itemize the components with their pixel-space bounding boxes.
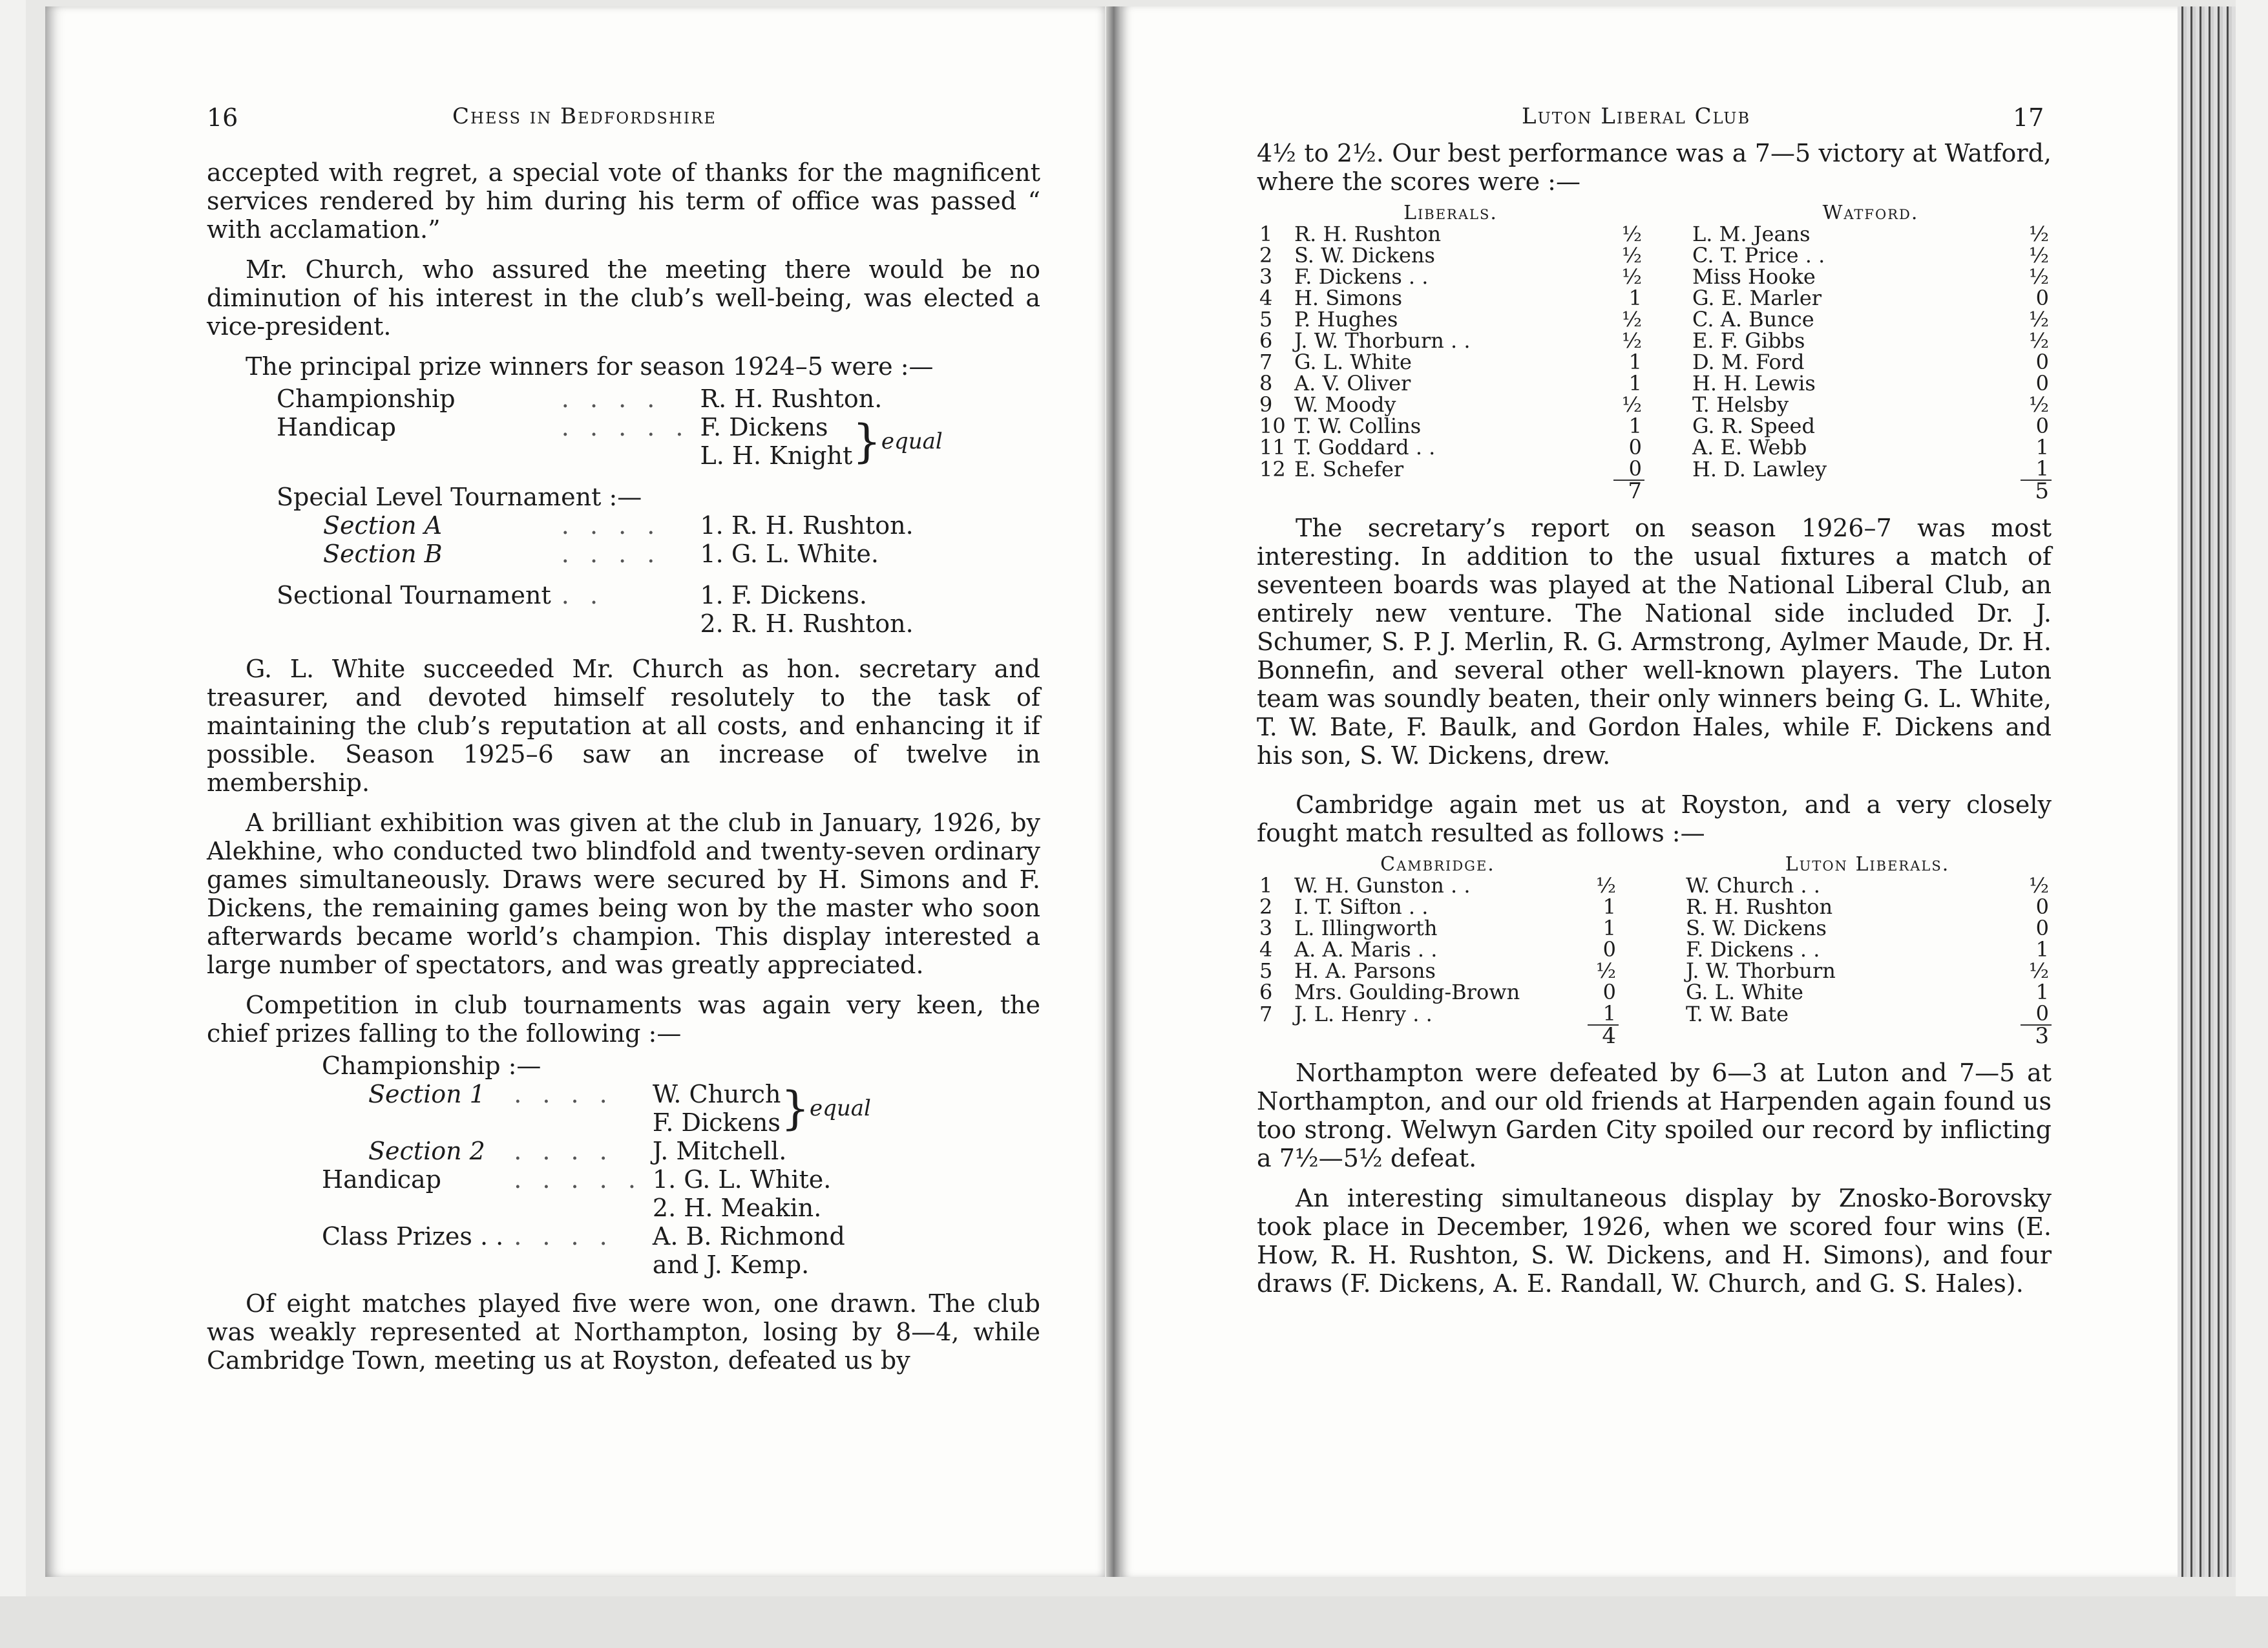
player-score: 0 [1602,980,1616,1004]
board-row [1257,394,1644,416]
player-score: ½ [2028,307,2049,332]
player-name: F. Dickens . . [1686,937,1820,962]
board-number: 6 [1259,328,1273,353]
equal-note: equal [809,1095,871,1121]
player-score: 1 [1628,286,1642,310]
player-name: D. M. Ford [1692,350,1805,374]
player-name: J. W. Thorburn [1686,958,1836,983]
board-row [1257,266,1644,288]
player-score: ½ [1621,222,1642,246]
board-number: 9 [1259,392,1273,417]
liberals-column [1257,202,1644,502]
brace-glyph: } [781,1082,810,1135]
prize-winner-group [647,1080,876,1137]
prize-winner: F. Dickens [652,1108,781,1137]
player-name: E. F. Gibbs [1692,328,1805,353]
prize-winner: L. H. Knight [700,441,853,470]
prize-label: Championship :— [322,1051,541,1080]
player-name: A. A. Maris . . [1294,937,1438,962]
board-row [1690,330,2052,352]
player-name: A. E. Webb [1692,435,1807,460]
player-score: 1 [1602,916,1616,940]
prize-label: Section 1 [368,1080,485,1108]
player-name: L. Illingworth [1294,916,1438,940]
right-para-4: Northampton were defeated by 6—3 at Luton and 7—5 at Northampton, and our old friends at Harpenden again found us too strong. Welwyn Garden City spoiled our record by inflicting a 7½—5½ defeat. [1257,1059,2052,1172]
left-para-3: The principal prize winners for season 1924–5 were :— [246,352,934,381]
board-row [1690,266,2052,288]
right-running-head: Luton Liberal Club [1522,103,1751,129]
prize-winner: A. B. Richmond [652,1222,845,1251]
prize-list-1924: Championship . . . . R. H. Rushton. Handicap . . . . . F. Dickens L. H. Knight } equal Special Level Tournament :— Section A . . . . 1. R. H. Rushton. Section B . . . . 1. G. L. White. Sectional Tournament . . 1. F. Dickens. 2. R. H. Rushton. [271,385,948,638]
player-score: 0 [2035,350,2049,374]
luton-liberals-column [1683,854,2052,1047]
left-page-number: 16 [207,103,238,132]
prize-label: Section B [323,540,443,568]
prize-winner-group [647,1222,876,1279]
board-row [1257,960,1619,982]
board-row [1257,982,1619,1003]
board-row [1690,416,2052,437]
watford-column [1690,202,2052,502]
prize-winner: 1. G. L. White. [652,1165,832,1194]
left-text-column [207,158,1040,1386]
board-row [1257,1003,1619,1025]
board-number: 7 [1259,1001,1273,1026]
left-running-head: Chess in Bedfordshire [452,103,717,129]
board-number: 2 [1259,894,1273,919]
board-number: 3 [1259,916,1273,940]
cambridge-column [1257,854,1619,1047]
board-number: 7 [1259,350,1273,374]
board-row [1257,352,1644,373]
board-row [1683,896,2052,918]
board-number: 3 [1259,264,1273,289]
player-name: W. H. Gunston . . [1294,873,1471,898]
player-score: ½ [1621,392,1642,417]
board-row [1257,875,1619,896]
board-row [1690,352,2052,373]
player-name: G. L. White [1294,350,1412,374]
right-para-5: An interesting simultaneous display by Znosko-Borovsky took place in December, 1926, when we scored four wins (E. How, R. H. Rushton, S. W. Dickens, and H. Simons), and four draws (F. Dickens, A. E. Randall, W. Church, and G. S. Hales). [1257,1184,2052,1298]
left-para-4: G. L. White succeeded Mr. Church as hon. secretary and treasurer, and devoted himself resolutely to the task of maintaining the club’s reputation at all costs, and enhancing it if possible. Season 1925–6 saw an increase of twelve in membership. [207,655,1040,797]
prize-winner: W. Church [652,1080,781,1108]
player-score: ½ [2028,392,2049,417]
player-name: I. T. Sifton . . [1294,894,1429,919]
player-score: 0 [2035,414,2049,438]
player-name: H. A. Parsons [1294,958,1436,983]
player-name: W. Moody [1294,392,1396,417]
board-row [1257,939,1619,960]
player-score: 1 [1602,894,1616,919]
player-score: 0 [2035,916,2049,940]
board-row [1690,437,2052,458]
player-score: ½ [1595,958,1616,983]
player-score: ½ [2028,222,2049,246]
player-name: A. V. Oliver [1294,371,1411,396]
player-score: 0 [1602,937,1616,962]
player-score: ½ [1621,307,1642,332]
player-score: ½ [1621,243,1642,268]
player-name: H. Simons [1294,286,1403,310]
prize-label: Section 2 [368,1137,485,1165]
board-number: 5 [1259,958,1273,983]
player-name: W. Church . . [1686,873,1820,898]
team-header: Watford. [1822,202,1919,224]
player-name: J. L. Henry . . [1294,1001,1433,1026]
player-score: ½ [2028,873,2049,898]
player-score: 1 [2035,456,2049,481]
player-score: 1 [2035,980,2049,1004]
player-score: 0 [1628,456,1642,481]
team-total: 3 [2035,1023,2049,1049]
player-name: T. Goddard . . [1294,435,1436,460]
equal-note: equal [881,428,943,454]
player-name: L. M. Jeans [1692,222,1811,246]
player-name: J. W. Thorburn . . [1294,328,1471,353]
right-para-1: 4½ to 2½. Our best performance was a 7—5 victory at Watford, where the scores were :— [1257,139,2052,196]
prize-label: Special Level Tournament :— [277,483,642,511]
board-row [1257,288,1644,309]
board-row [1257,458,1644,480]
board-row [1257,896,1619,918]
watford-scoreboard [1257,202,2052,502]
player-name: S. W. Dickens [1686,916,1827,940]
player-score: ½ [1621,264,1642,289]
player-score: 0 [2035,286,2049,310]
board-row [1690,458,2052,480]
left-para-7: Of eight matches played five were won, one drawn. The club was weakly represented at Northampton, losing by 8—4, while Cambridge Town, meeting us at Royston, defeated us by [207,1289,1040,1375]
player-name: G. R. Speed [1692,414,1815,438]
board-row [1683,1003,2052,1025]
player-score: 0 [2035,371,2049,396]
board-row [1257,918,1619,939]
left-page [45,6,1105,1577]
board-number: 5 [1259,307,1273,332]
left-para-6: Competition in club tournaments was again very keen, the chief prizes falling to the following :— [207,991,1040,1048]
prize-winner: 1. G. L. White. [700,540,879,568]
player-score: 1 [1628,350,1642,374]
prize-label: Handicap [277,413,397,441]
board-number: 1 [1259,873,1273,898]
player-score: ½ [2028,958,2049,983]
player-name: R. H. Rushton [1294,222,1442,246]
player-name: F. Dickens . . [1294,264,1429,289]
team-header: Luton Liberals. [1785,853,1950,876]
player-name: C. A. Bunce [1692,307,1814,332]
board-row [1257,309,1644,330]
board-number: 4 [1259,937,1273,962]
board-row [1257,330,1644,352]
board-row [1257,373,1644,394]
board-row [1257,224,1644,245]
board-number: 2 [1259,243,1273,268]
board-number: 6 [1259,980,1273,1004]
player-score: ½ [1595,873,1616,898]
board-row [1683,960,2052,982]
left-para-5: A brilliant exhibition was given at the club in January, 1926, by Alekhine, who conducted two blindfold and twenty-seven ordinary games simultaneously. Draws were secured by H. Simons and F. Dickens, the remaining games being won by the master who soon afterwards became world’s champion. This display interested a large number of spectators, and was greatly appreciated. [207,808,1040,979]
player-name: S. W. Dickens [1294,243,1435,268]
player-score: ½ [1621,328,1642,353]
player-score: ½ [2028,243,2049,268]
board-row [1690,245,2052,266]
board-number: 8 [1259,371,1273,396]
player-name: T. W. Bate [1686,1001,1789,1026]
board-row [1257,416,1644,437]
prize-winner: 2. R. H. Rushton. [700,609,914,638]
team-header: Liberals. [1403,202,1498,224]
board-number: 11 [1259,435,1286,460]
prize-winner: J. Mitchell. [652,1137,787,1165]
prize-winner-group [695,413,948,470]
team-header: Cambridge. [1380,853,1495,876]
prize-winner: 1. R. H. Rushton. [700,511,914,540]
team-total: 4 [1602,1023,1616,1049]
prize-winner: 1. F. Dickens. [700,581,867,609]
right-page [1121,6,2181,1577]
player-score: 0 [1628,435,1642,460]
prize-winner-group [647,1165,876,1222]
player-name: H. H. Lewis [1692,371,1816,396]
team-total: 7 [1628,478,1642,504]
board-number: 12 [1259,456,1286,481]
prize-winner-group [695,581,948,638]
prize-winner: 2. H. Meakin. [652,1194,822,1222]
board-row [1257,245,1644,266]
prize-label: Class Prizes . . [322,1222,504,1251]
player-score: 1 [1602,1001,1616,1026]
player-name: G. E. Marler [1692,286,1822,310]
board-number: 10 [1259,414,1286,438]
cambridge-scoreboard [1257,854,2052,1047]
board-row [1257,437,1644,458]
right-para-3: Cambridge again met us at Royston, and a very closely fought match resulted as follows :— [1257,790,2052,847]
right-para-2: The secretary’s report on season 1926–7 was most interesting. In addition to the usual fixtures a match of seventeen boards was played at the National Liberal Club, an entirely new venture. The National side included Dr. J. Schumer, S. P. J. Merlin, R. G. Armstrong, Aylmer Maude, Dr. H. Bonnefin, and several other well-known players. The Luton team was soundly beaten, their only winners being G. L. White, T. W. Bate, F. Baulk, and Gordon Hales, while F. Dickens and his son, S. W. Dickens, drew. [1257,514,2052,770]
player-score: 1 [2035,435,2049,460]
brace-glyph: } [852,415,881,468]
board-row [1690,373,2052,394]
scan-bottom-edge [0,1596,2268,1648]
player-name: H. D. Lawley [1692,456,1827,481]
page-edges [2178,6,2236,1577]
player-score: 0 [2035,1001,2049,1026]
board-number: 4 [1259,286,1273,310]
board-row [1683,939,2052,960]
board-row [1690,224,2052,245]
player-name: C. T. Price . . [1692,243,1825,268]
board-row [1683,918,2052,939]
board-row [1690,288,2052,309]
prize-label: Handicap [322,1165,442,1194]
prize-winner: and J. Kemp. [652,1251,810,1279]
player-name: T. W. Collins [1294,414,1422,438]
prize-label: Championship [277,385,456,413]
left-para-1: accepted with regret, a special vote of thanks for the magnificent services rendered by him during his term of office was passed “ with acclamation.” [207,158,1040,244]
player-name: E. Schefer [1294,456,1404,481]
prize-label: Section A [323,511,443,540]
player-score: 0 [2035,894,2049,919]
board-number: 1 [1259,222,1273,246]
player-score: ½ [2028,264,2049,289]
board-row [1683,982,2052,1003]
player-name: R. H. Rushton [1686,894,1833,919]
board-row [1690,394,2052,416]
player-name: Miss Hooke [1692,264,1816,289]
left-para-2: Mr. Church, who assured the meeting there would be no diminution of his interest in the club’s well-being, was elected a vice-president. [207,255,1040,341]
board-row [1690,309,2052,330]
right-page-number: 17 [2013,103,2044,132]
player-score: 1 [1628,371,1642,396]
player-name: P. Hughes [1294,307,1398,332]
prize-list-1926: Championship :— Section 1 . . . . W. Church F. Dickens } equal Section 2 . . . . J. Mitchell. Handicap . . . . . 1. G. L. White. 2. H. Meakin. Class Prizes . . . . . . A. B. Richmond and J. Kemp. [317,1051,876,1279]
player-name: Mrs. Goulding-Brown [1294,980,1520,1004]
right-text-column [1257,139,2052,1309]
player-score: 1 [1628,414,1642,438]
prize-label: Sectional Tournament [277,581,551,609]
prize-winner: R. H. Rushton. [700,385,883,413]
board-row [1683,875,2052,896]
prize-winner: F. Dickens [700,413,828,441]
player-name: G. L. White [1686,980,1803,1004]
player-score: 1 [2035,937,2049,962]
team-total: 5 [2035,478,2049,504]
player-name: T. Helsby [1692,392,1789,417]
player-score: ½ [2028,328,2049,353]
